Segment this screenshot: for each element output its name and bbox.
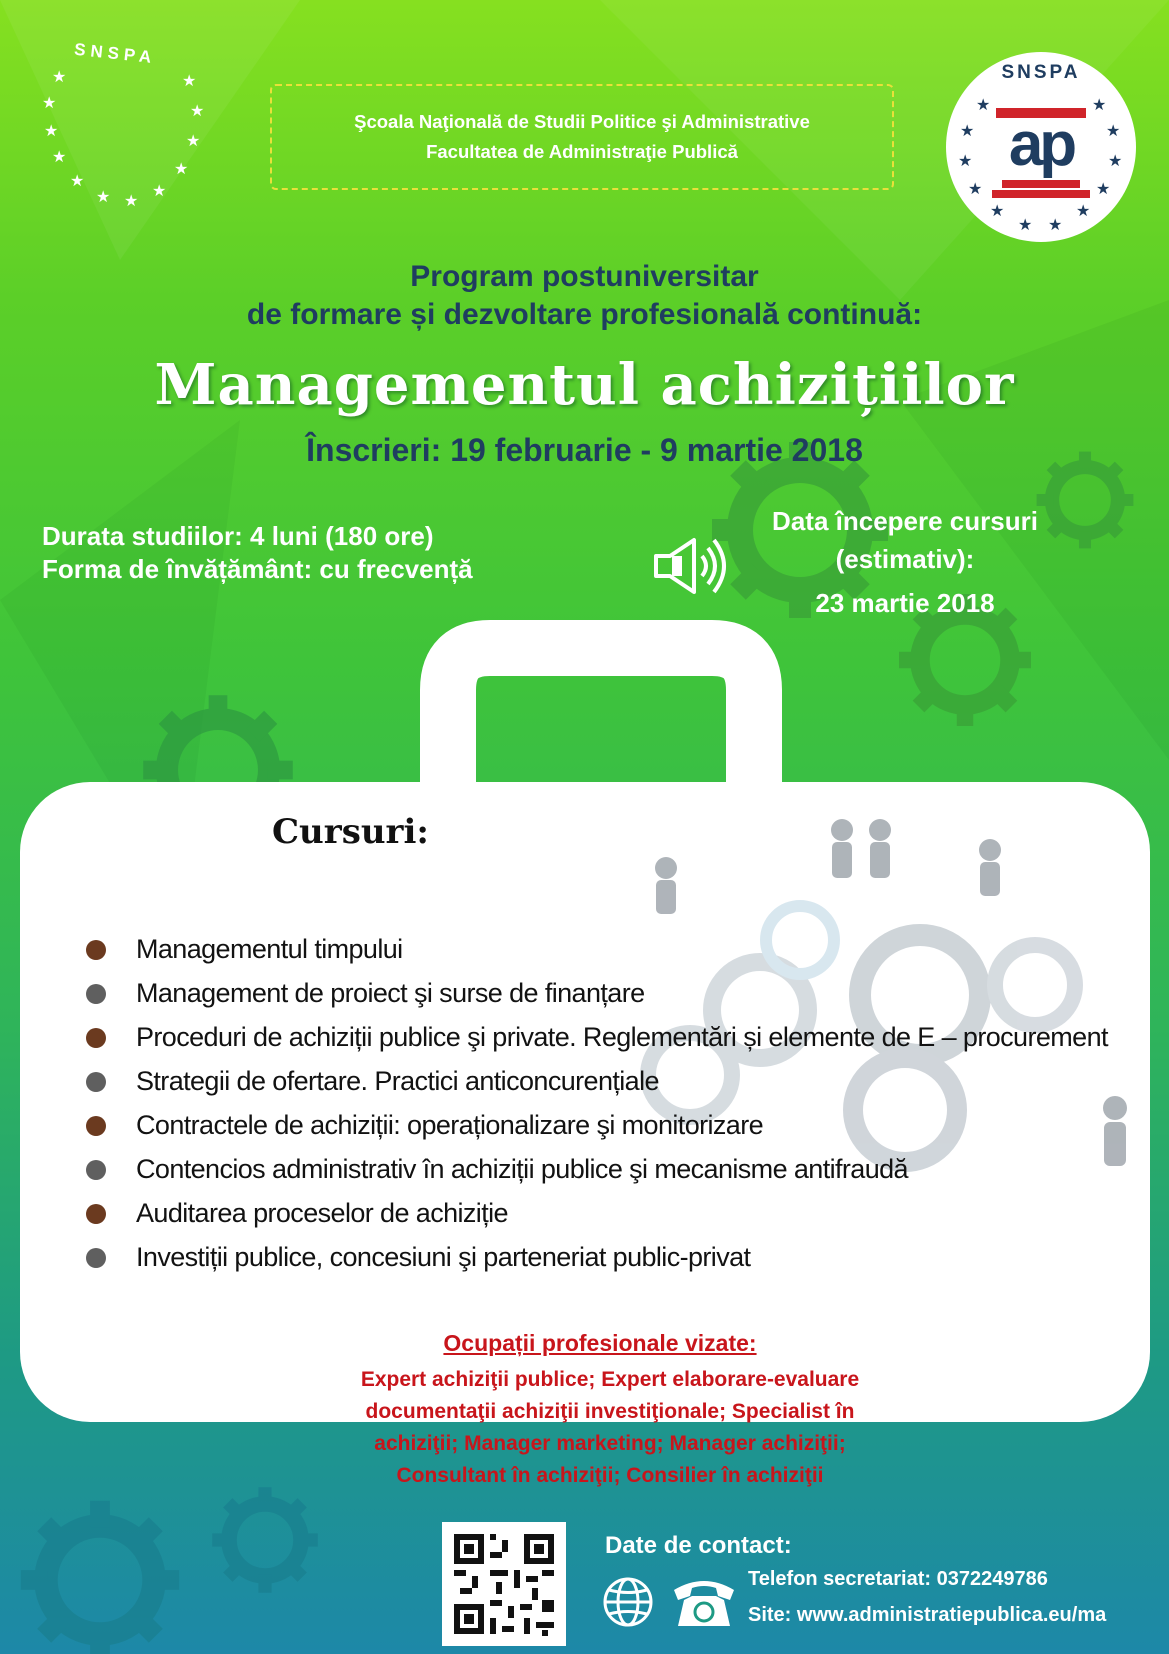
study-form: Forma de învățământ: cu frecvență: [42, 554, 473, 584]
svg-text:★: ★: [958, 151, 973, 170]
snspa-stars-logo: [30, 40, 220, 220]
svg-text:★: ★: [1076, 201, 1091, 220]
svg-text:★: ★: [960, 121, 975, 140]
registration-period: Înscrieri: 19 februarie - 9 martie 2018: [306, 432, 863, 468]
contact-phone: Telefon secretariat: 0372249786: [748, 1568, 1048, 1590]
course-item: [80, 1060, 1140, 1102]
occupations-line: achiziţii; Manager marketing; Manager achiziţii;: [374, 1432, 846, 1455]
start-date: 23 martie 2018: [815, 588, 995, 618]
institution-name: Şcoala Naţională de Studii Politice şi Administrative: [354, 111, 810, 132]
course-item: [80, 1016, 1140, 1058]
svg-text:★: ★: [190, 101, 205, 120]
occupations-line: Consultant în achiziţii; Consilier în achiziţii: [396, 1464, 824, 1487]
courses-title: Cursuri:: [272, 812, 429, 852]
bullet-icon: [86, 1116, 106, 1136]
gear-icon: [21, 1501, 179, 1654]
svg-text:★: ★: [42, 93, 57, 112]
svg-text:★: ★: [96, 187, 111, 206]
course-item: [80, 1104, 1140, 1146]
course-label: Management de proiect şi surse de finanțare: [136, 978, 645, 1008]
occupations-title: Ocupații profesionale vizate:: [443, 1330, 757, 1356]
telephone-icon: [670, 1574, 738, 1630]
program-line-2: de formare și dezvoltare profesională continuă:: [246, 298, 923, 331]
occupations-line: documentaţii achiziţii investiţionale; Specialist în: [365, 1400, 855, 1423]
program-line-1: Program postuniversitar: [410, 260, 759, 293]
course-item: [80, 1148, 1140, 1190]
svg-text:★: ★: [44, 121, 59, 140]
svg-text:★: ★: [174, 159, 189, 178]
svg-text:★: ★: [968, 179, 983, 198]
course-list: [80, 928, 1140, 1280]
left-logo-text: SNSPA: [73, 39, 158, 68]
svg-text:★: ★: [182, 71, 197, 90]
qr-code-icon: [442, 1522, 566, 1646]
occupations-text: [270, 1364, 950, 1492]
bullet-icon: [86, 1072, 106, 1092]
svg-text:★: ★: [1018, 215, 1033, 234]
snspa-ap-logo: [946, 52, 1136, 242]
course-label: Investiții publice, concesiuni şi parteneriat public-privat: [136, 1242, 751, 1272]
bullet-icon: [86, 1204, 106, 1224]
speaker-icon: [650, 534, 736, 598]
right-logo-letters: ap: [1008, 110, 1074, 179]
institution-header: [270, 84, 894, 190]
course-label: Contractele de achiziții: operaționalizare şi monitorizare: [136, 1110, 764, 1140]
svg-text:★: ★: [124, 191, 139, 210]
svg-text:★: ★: [1096, 179, 1111, 198]
globe-icon: [602, 1576, 654, 1628]
svg-text:★: ★: [976, 95, 991, 114]
bullet-icon: [86, 984, 106, 1004]
bullet-icon: [86, 1028, 106, 1048]
svg-text:★: ★: [1108, 151, 1123, 170]
occupations-line: Expert achiziţii publice; Expert elaborare-evaluare: [360, 1368, 860, 1391]
course-label: Contencios administrativ în achiziții publice şi mecanisme antifraudă: [136, 1154, 908, 1184]
course-item: [80, 1236, 1140, 1278]
svg-text:★: ★: [52, 67, 67, 86]
course-item: [80, 972, 1140, 1014]
course-label: Auditarea proceselor de achiziție: [136, 1198, 508, 1228]
right-logo-text: SNSPA: [1001, 62, 1081, 83]
study-duration: Durata studiilor: 4 luni (180 ore): [42, 521, 434, 551]
svg-text:★: ★: [70, 171, 85, 190]
svg-text:★: ★: [186, 131, 201, 150]
gear-icon: [212, 1487, 318, 1593]
bullet-icon: [86, 940, 106, 960]
svg-text:★: ★: [990, 201, 1005, 220]
svg-text:★: ★: [52, 147, 67, 166]
course-item: [80, 1192, 1140, 1234]
course-label: Managementul timpului: [136, 934, 403, 964]
svg-text:★: ★: [152, 181, 167, 200]
course-label: Proceduri de achiziții publice şi private. Reglementări și elemente de E – procurement: [136, 1022, 1108, 1052]
study-details: [42, 520, 473, 586]
faculty-name: Facultatea de Administraţie Publică: [426, 141, 738, 162]
start-label-1: Data începere cursuri: [772, 506, 1038, 536]
course-label: Strategii de ofertare. Practici anticoncurențiale: [136, 1066, 659, 1096]
bullet-icon: [86, 1160, 106, 1180]
svg-text:★: ★: [1092, 95, 1107, 114]
bullet-icon: [86, 1248, 106, 1268]
contact-title: Date de contact:: [605, 1532, 792, 1559]
svg-text:★: ★: [1106, 121, 1121, 140]
course-item: [80, 928, 1140, 970]
start-label-2: (estimativ):: [835, 544, 975, 574]
svg-text:★: ★: [1048, 215, 1063, 234]
program-title: Managementul achizițiilor: [154, 352, 1015, 418]
start-info: [740, 502, 1070, 622]
contact-site: Site: www.administratiepublica.eu/ma: [748, 1604, 1107, 1626]
